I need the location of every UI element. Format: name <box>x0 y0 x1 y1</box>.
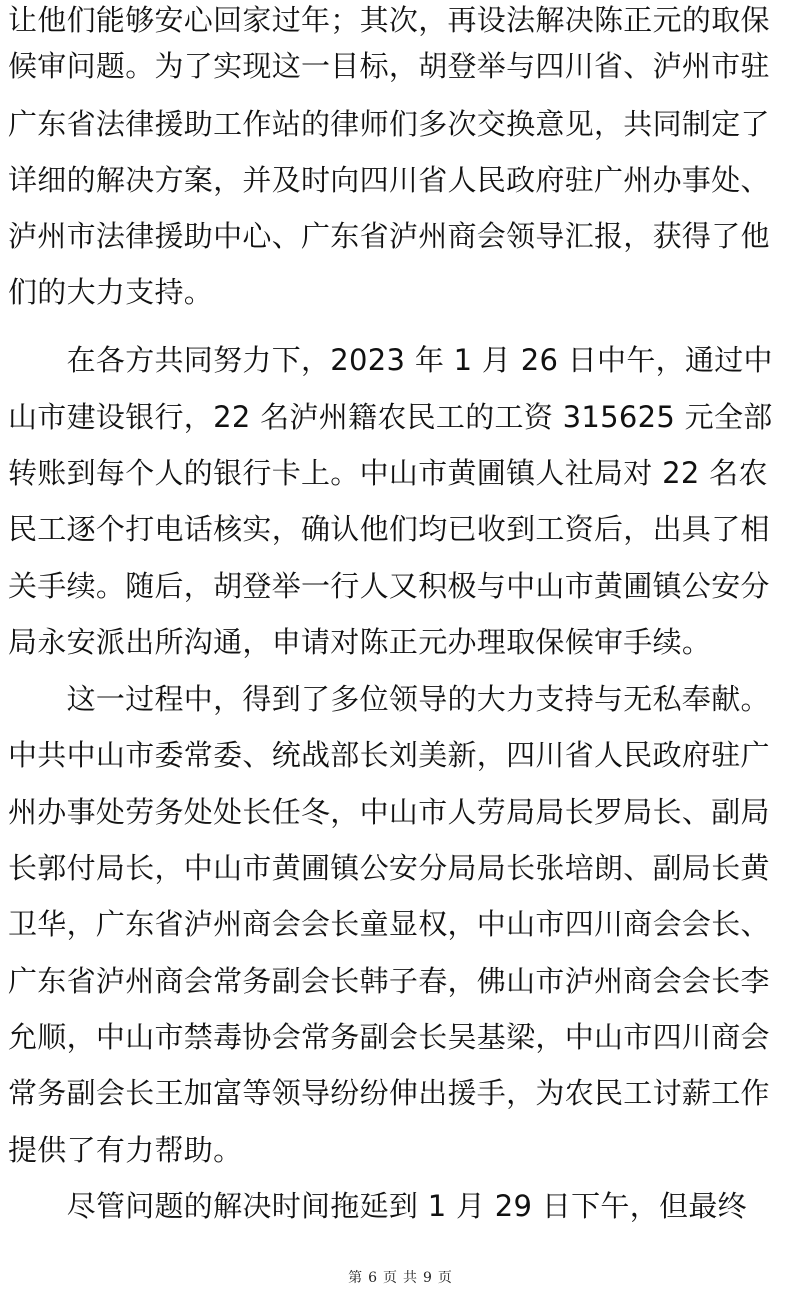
text-line: 山市建设银行，22 名泸州籍农民工的工资 315625 元全部 <box>8 400 773 434</box>
text-line: 转账到每个人的银行卡上。中山市黄圃镇人社局对 22 名农 <box>8 456 768 490</box>
text-line: 尽管问题的解决时间拖延到 1 月 29 日下午，但最终 <box>8 1189 747 1223</box>
text-line: 广东省泸州商会常务副会长韩子春，佛山市泸州商会会长李 <box>8 964 770 998</box>
text-line: 候审问题。为了实现这一目标，胡登举与四川省、泸州市驻 <box>8 49 770 83</box>
text-line: 长郭付局长，中山市黄圃镇公安分局局长张培朗、副局长黄 <box>8 851 770 885</box>
text-line: 这一过程中，得到了多位领导的大力支持与无私奉献。 <box>8 682 770 716</box>
total-pages-number: 9 <box>423 1270 432 1286</box>
page-unit: 页 <box>383 1270 397 1286</box>
text-line: 广东省法律援助工作站的律师们多次交换意见，共同制定了 <box>8 107 770 141</box>
total-unit: 页 <box>437 1270 452 1286</box>
page-footer <box>0 1268 800 1288</box>
text-line: 让他们能够安心回家过年；其次，再设法解决陈正元的取保 <box>8 3 770 37</box>
text-line: 详细的解决方案，并及时向四川省人民政府驻广州办事处、 <box>8 163 770 197</box>
page-label-prefix: 第 <box>348 1270 363 1286</box>
text-line: 局永安派出所沟通，申请对陈正元办理取保候审手续。 <box>8 625 712 659</box>
text-line: 允顺，中山市禁毒协会常务副会长吴基梁，中山市四川商会 <box>8 1020 770 1054</box>
text-line: 民工逐个打电话核实，确认他们均已收到工资后，出具了相 <box>8 512 770 546</box>
text-line: 州办事处劳务处处长任冬，中山市人劳局局长罗局长、副局 <box>8 795 770 829</box>
text-line: 卫华，广东省泸州商会会长童显权，中山市四川商会会长、 <box>8 907 770 941</box>
total-prefix: 共 <box>403 1270 417 1286</box>
current-page-number: 6 <box>368 1270 377 1286</box>
text-line: 提供了有力帮助。 <box>8 1133 243 1167</box>
text-line: 常务副会长王加富等领导纷纷伸出援手，为农民工讨薪工作 <box>8 1076 770 1110</box>
text-line: 们的大力支持。 <box>8 275 214 309</box>
text-line: 泸州市法律援助中心、广东省泸州商会领导汇报，获得了他 <box>8 219 770 253</box>
text-line: 中共中山市委常委、统战部长刘美新，四川省人民政府驻广 <box>8 738 770 772</box>
text-line: 关手续。随后，胡登举一行人又积极与中山市黄圃镇公安分 <box>8 569 770 603</box>
text-line: 在各方共同努力下，2023 年 1 月 26 日中午，通过中 <box>8 343 773 377</box>
